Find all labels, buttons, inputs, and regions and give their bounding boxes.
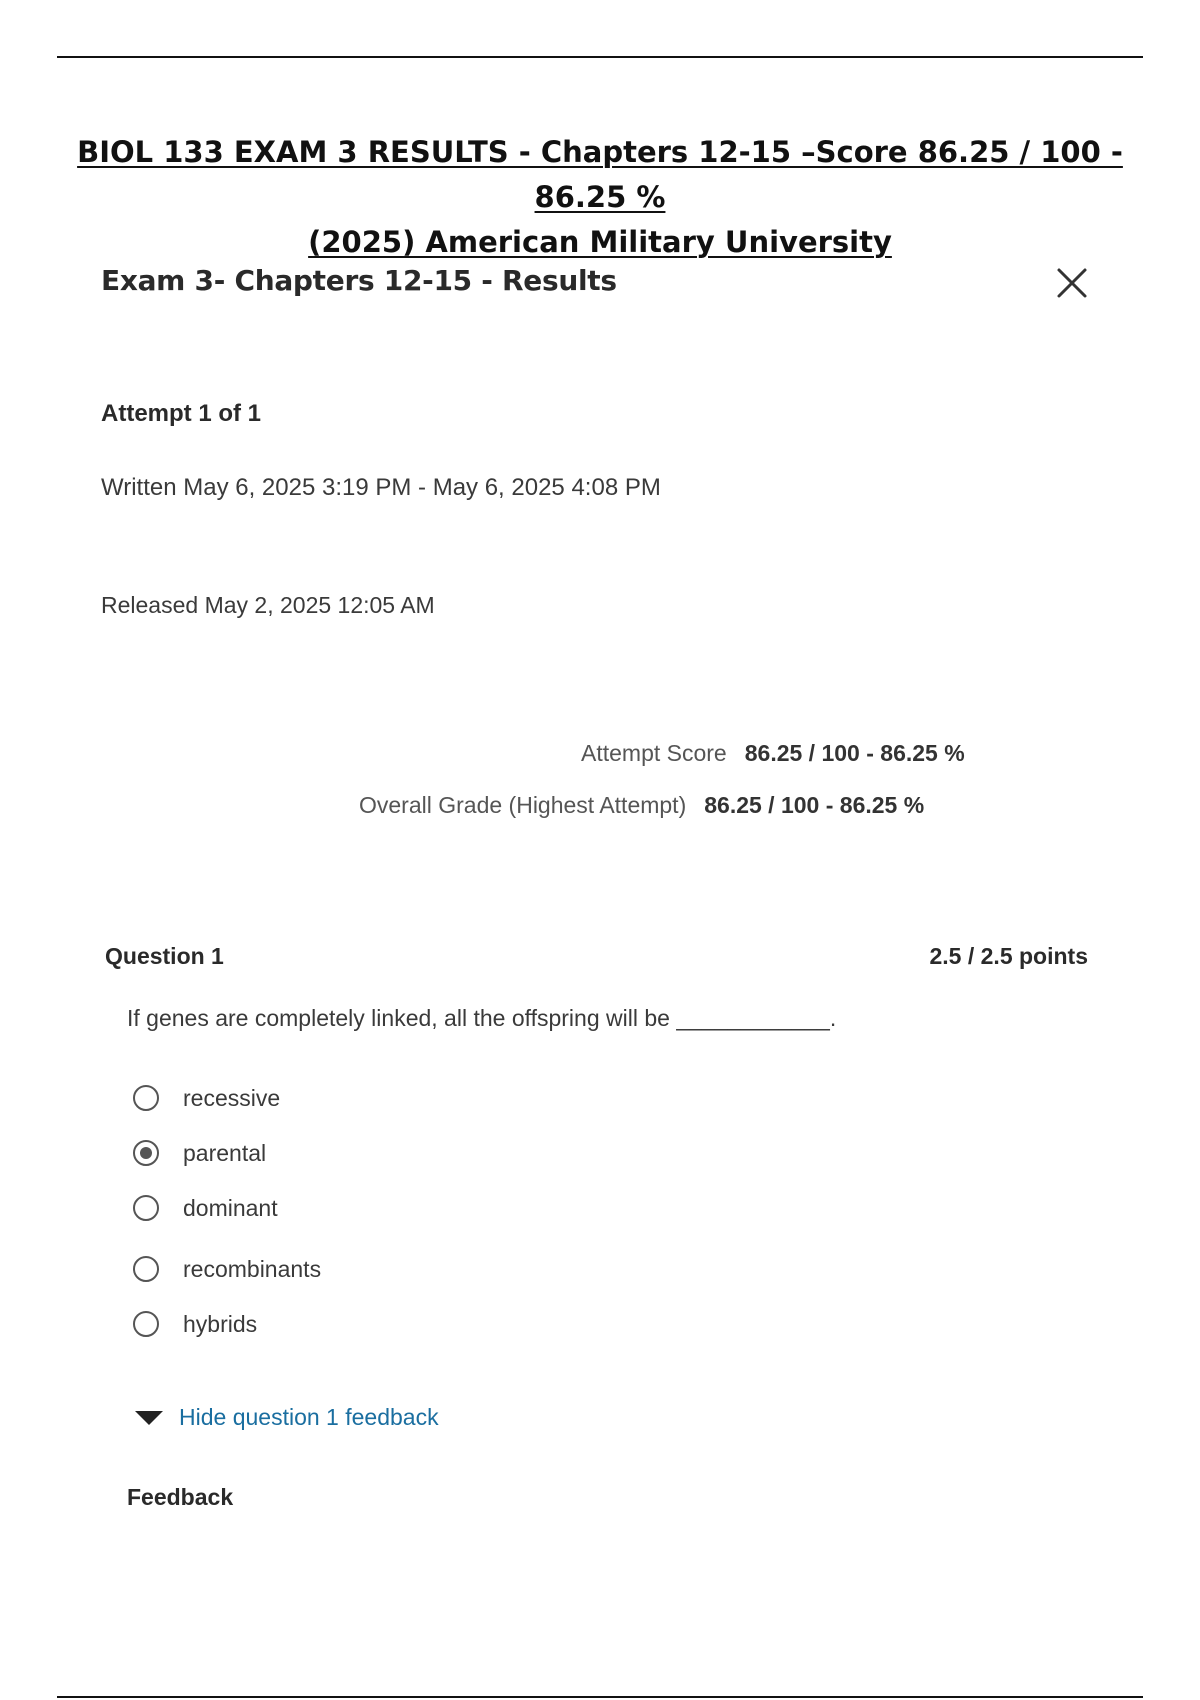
attempt-label: Attempt 1 of 1 — [101, 400, 262, 427]
radio-unchecked-icon[interactable] — [133, 1256, 159, 1282]
answer-option[interactable] — [133, 1255, 321, 1283]
radio-unchecked-icon[interactable] — [133, 1311, 159, 1337]
attempt-score-value: 86.25 / 100 - 86.25 % — [744, 740, 965, 766]
answer-option[interactable] — [133, 1084, 321, 1112]
hide-feedback-toggle[interactable] — [135, 1404, 439, 1431]
radio-unchecked-icon[interactable] — [133, 1085, 159, 1111]
answer-option[interactable] — [133, 1194, 321, 1222]
released-timestamp: Released May 2, 2025 12:05 AM — [101, 592, 435, 618]
answer-options — [133, 1070, 321, 1338]
top-rule — [57, 56, 1143, 58]
radio-checked-icon[interactable] — [133, 1140, 159, 1166]
overall-grade-value: 86.25 / 100 - 86.25 % — [704, 792, 925, 818]
close-x-icon — [1055, 266, 1089, 300]
answer-option-label: dominant — [183, 1194, 278, 1221]
question-points: 2.5 / 2.5 points — [929, 943, 1088, 969]
overall-grade-row — [359, 792, 924, 819]
attempt-score-label: Attempt Score — [581, 740, 727, 766]
answer-option[interactable] — [133, 1310, 321, 1338]
overall-grade-label: Overall Grade (Highest Attempt) — [359, 792, 687, 818]
bottom-rule — [57, 1696, 1143, 1698]
close-button[interactable] — [1055, 266, 1089, 300]
results-header: Exam 3- Chapters 12-15 - Results — [101, 264, 617, 297]
answer-option-label: parental — [183, 1139, 267, 1166]
feedback-heading: Feedback — [127, 1484, 234, 1510]
answer-option-label: recessive — [183, 1084, 281, 1111]
document-title-line-2: (2025) American Military University — [308, 225, 892, 259]
document-title-line-1: BIOL 133 EXAM 3 RESULTS - Chapters 12-15 –Score 86.25 / 100 - 86.25 % — [77, 135, 1123, 214]
written-timestamp: Written May 6, 2025 3:19 PM - May 6, 2025 4:08 PM — [101, 474, 661, 501]
radio-unchecked-icon[interactable] — [133, 1195, 159, 1221]
answer-option-label: hybrids — [183, 1310, 258, 1337]
attempt-score-row — [581, 740, 965, 767]
question-text: If genes are completely linked, all the offspring will be ____________. — [127, 1005, 837, 1031]
hide-feedback-link[interactable]: Hide question 1 feedback — [179, 1404, 439, 1430]
answer-option[interactable] — [133, 1139, 321, 1167]
document-title — [40, 130, 1160, 265]
caret-down-icon — [135, 1411, 163, 1425]
answer-option-label: recombinants — [183, 1255, 322, 1282]
question-label: Question 1 — [105, 943, 224, 969]
